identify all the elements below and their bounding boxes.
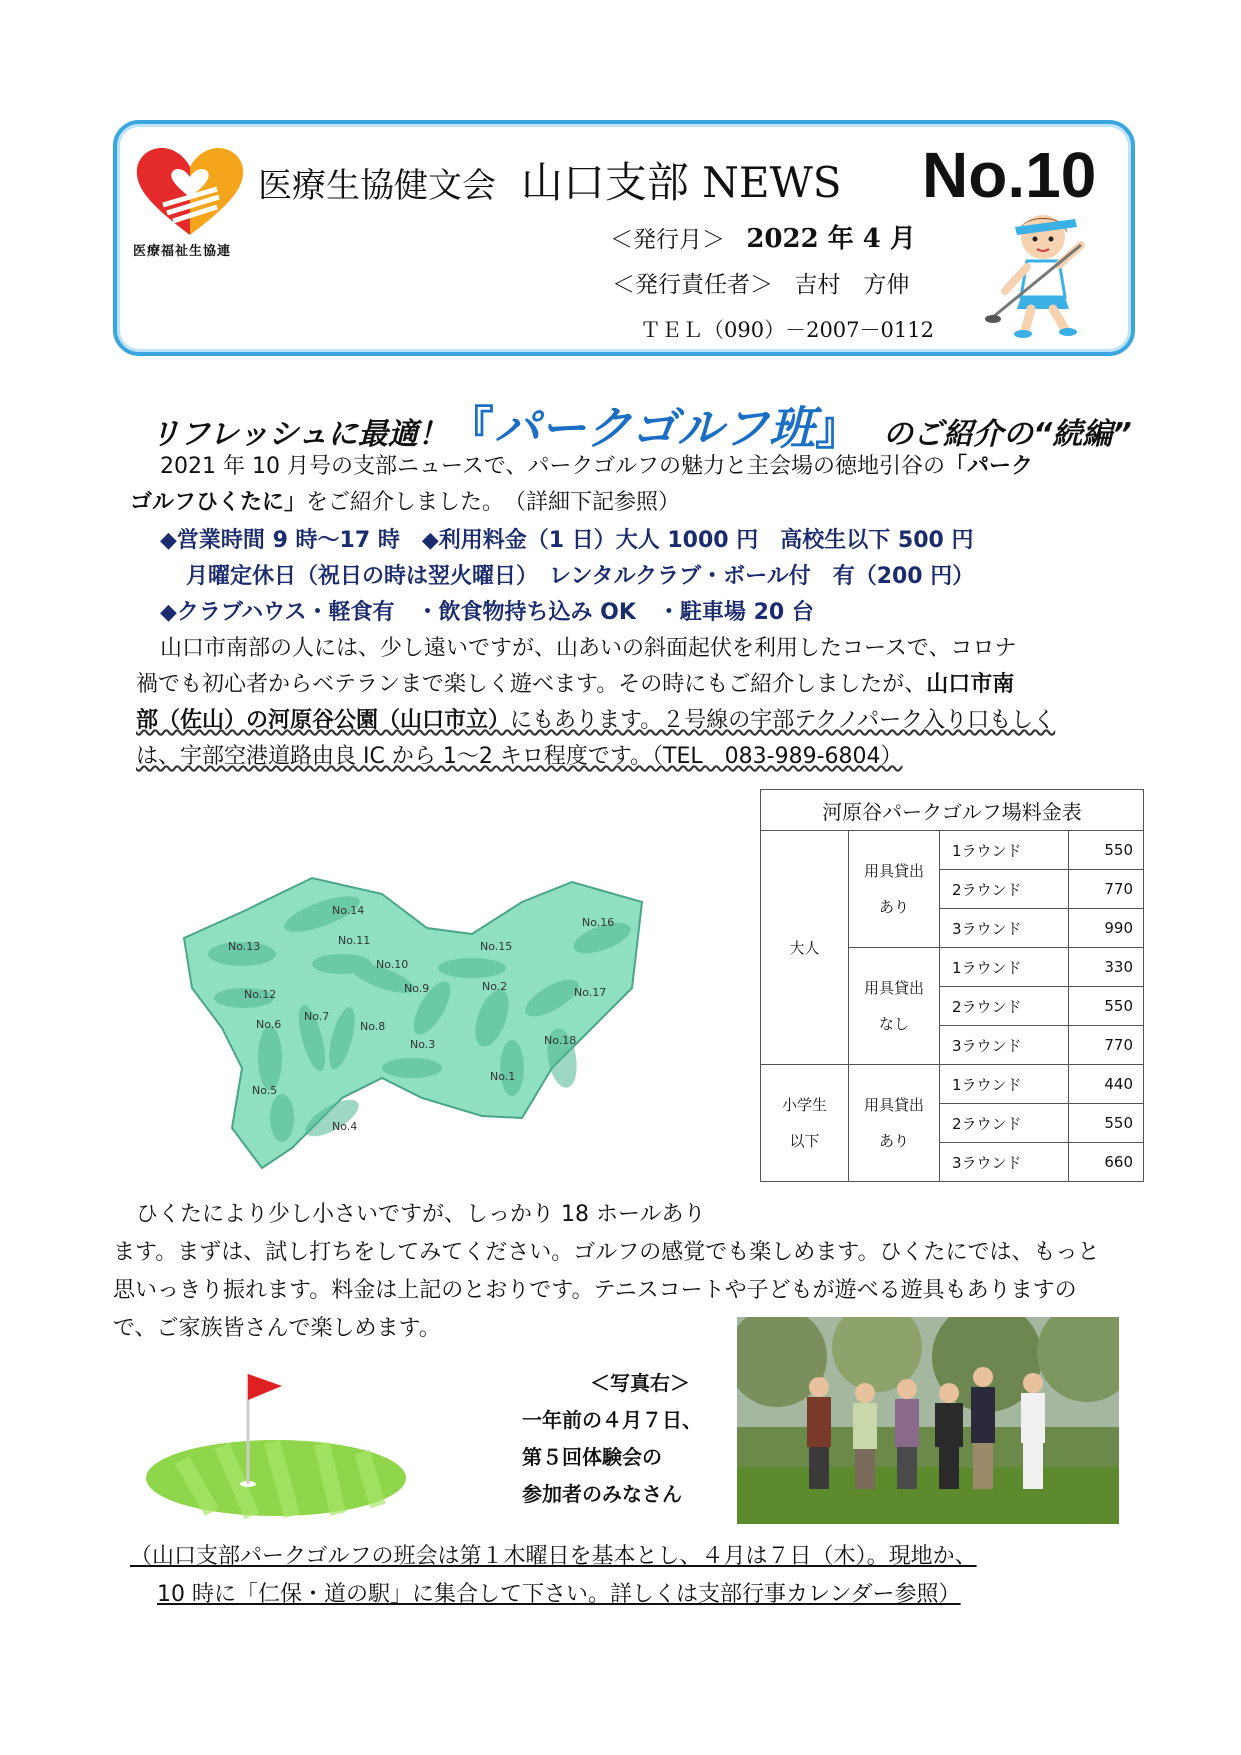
hole-label: No.17 [574,986,607,999]
notice-line-1: （山口支部パークゴルフの班会は第１木曜日を基本とし、４月は７日（木）。現地か、 [130,1544,977,1569]
intro-line-1 [160,450,1033,484]
rental-cell [849,831,940,948]
round-cell: 1ラウンド [940,948,1069,987]
issue-date [610,218,916,255]
photo-caption-line: 参加者のみなさん [522,1482,682,1506]
publisher [612,266,909,299]
price-cell: 330 [1069,948,1144,987]
round-cell: 3ラウンド [940,909,1069,948]
issue-month-label: ＜発行月＞ [610,227,725,253]
hole-label: No.11 [338,934,371,947]
hole-label: No.9 [404,982,430,995]
detail-line-2: 月曜定休日（祝日の時は翌火曜日） レンタルクラブ・ボール付 有（200 円） [186,564,975,589]
body-text-directions: にもあります。２号線の宇部テクノパーク入り口もしく [510,708,1056,733]
hole-label: No.15 [480,940,513,953]
intro-line-2 [130,486,680,520]
body-text: 禍でも初心者からベテランまで楽しく遊べます。その時にもご紹介しましたが、 [136,672,927,697]
price-cell: 660 [1069,1143,1144,1182]
body-line-2 [136,668,1014,702]
photo-caption [522,1365,702,1513]
notice-line-2: 10 時に「仁保・道の駅」に集合して下さい。詳しくは支部行事カレンダー参照） [157,1582,961,1607]
flag-icon [248,1374,282,1400]
hole-label: No.10 [376,958,409,971]
fee-table-title: 河原谷パークゴルフ場料金表 [761,790,1144,831]
headline-main: パークゴルフ班 [493,401,815,455]
hole-label: No.3 [410,1038,436,1051]
body-line-3 [136,704,1055,738]
group-photo [737,1317,1119,1524]
category-label: 以下 [789,1132,820,1150]
category-cell [761,1065,849,1182]
price-cell: 550 [1069,987,1144,1026]
hole-label: No.14 [332,904,365,917]
rental-label: あり [878,1132,909,1150]
golfer-girl-illustration [985,205,1100,340]
intro-bold-name-cont: ゴルフひくたに」 [130,490,307,515]
hole-label: No.18 [544,1034,577,1047]
hole-label: No.1 [490,1070,516,1083]
photo-caption-line: 一年前の４月７日、 [522,1408,702,1432]
hole-label: No.5 [252,1084,278,1097]
phone-number: ＴＥＬ（090）－2007－0112 [640,318,934,342]
round-cell: 3ラウンド [940,1026,1069,1065]
headline-open-quote: 『 [447,401,494,455]
round-cell: 1ラウンド [940,1065,1069,1104]
price-cell: 550 [1069,1104,1144,1143]
rental-cell [849,1065,940,1182]
closing-line-4: で、ご家族皆さんで楽しめます。 [113,1316,441,1341]
issue-number: No.10 [922,139,1097,211]
rental-label: あり [878,898,909,916]
headline-suffix: のご紹介の“続編” [883,417,1132,452]
closing-line-3: 思いっきり振れます。料金は上記のとおりです。テニスコートや子どもが遊べる遊具もありますの [113,1278,1077,1303]
publisher-label: ＜発行責任者＞ [612,272,773,298]
hole-label: No.2 [482,980,508,993]
round-cell: 1ラウンド [940,831,1069,870]
logo-caption: 医療福祉生協連 [133,244,232,259]
closing-line-1: ひくたにより少し小さいですが、しっかり 18 ホールあり [136,1202,706,1227]
headline [150,392,1132,458]
body-line-1: 山口市南部の人には、少し遠いですが、山あいの斜面起伏を利用したコースで、コロナ [160,636,1017,661]
rental-label: 用具貸出 [863,1096,924,1114]
heart-logo-icon [133,145,248,237]
fee-table [760,789,1144,1182]
category-cell: 大人 [761,831,849,1065]
hole-label: No.8 [360,1020,386,1033]
rental-label: 用具貸出 [863,979,924,997]
hole-label: No.12 [244,988,277,1001]
price-cell: 770 [1069,870,1144,909]
hole-label: No.6 [256,1018,282,1031]
rental-cell [849,948,940,1065]
hole-label: No.7 [304,1010,330,1023]
course-outline [184,878,642,1168]
intro-text-cont: をご紹介しました。 （詳細下記参照） [306,490,681,515]
golf-green-illustration [142,1360,410,1520]
hole-label: No.4 [332,1120,358,1133]
table-row [761,831,1144,870]
body-bold-location: 山口市南 [926,672,1015,697]
branch-title: 山口支部 NEWS [520,158,842,207]
round-cell: 3ラウンド [940,1143,1069,1182]
price-cell: 440 [1069,1065,1144,1104]
photo-caption-line: 第５回体験会の [522,1445,662,1469]
price-cell: 770 [1069,1026,1144,1065]
round-cell: 2ラウンド [940,870,1069,909]
intro-text: 2021 年 10 月号の支部ニュースで、パークゴルフの魅力と主会場の徳地引谷の [160,454,945,479]
intro-bold-name: 「パーク [944,454,1033,479]
org-name: 医療生協健文会 [258,166,496,206]
rental-label: なし [878,1015,909,1033]
category-label: 小学生 [781,1096,827,1114]
photo-caption-title: ＜写真右＞ [590,1371,690,1395]
round-cell: 2ラウンド [940,987,1069,1026]
price-cell: 990 [1069,909,1144,948]
headline-prefix: リフレッシュに最適！ [150,417,448,452]
table-row [761,1065,1144,1104]
course-map [182,868,652,1178]
newsletter-title [258,150,842,210]
issue-month-value: 2022 年 4 月 [746,224,916,254]
hole-label: No.16 [582,916,615,929]
body-line-4: は、宇部空港道路由良 IC から 1～2 キロ程度です。（TEL 083-989-6804） [136,744,903,769]
rental-label: 用具貸出 [863,862,924,880]
body-bold-park: 部（佐山）の河原谷公園（山口市立） [136,708,511,733]
detail-line-3: ◆クラブハウス・軽食有 ・飲食物持ち込み OK ・駐車場 20 台 [160,600,814,625]
closing-line-2: ます。まずは、試し打ちをしてみてください。ゴルフの感覚でも楽しめます。ひくたにでは、もっと [113,1240,1100,1265]
price-cell: 550 [1069,831,1144,870]
headline-close-quote: 』 [815,401,861,455]
publisher-name: 吉村 方伸 [794,272,910,298]
round-cell: 2ラウンド [940,1104,1069,1143]
detail-line-1: ◆営業時間 9 時～17 時 ◆利用料金（1 日）大人 1000 円 高校生以下 500 円 [160,528,974,553]
hole-label: No.13 [228,940,261,953]
